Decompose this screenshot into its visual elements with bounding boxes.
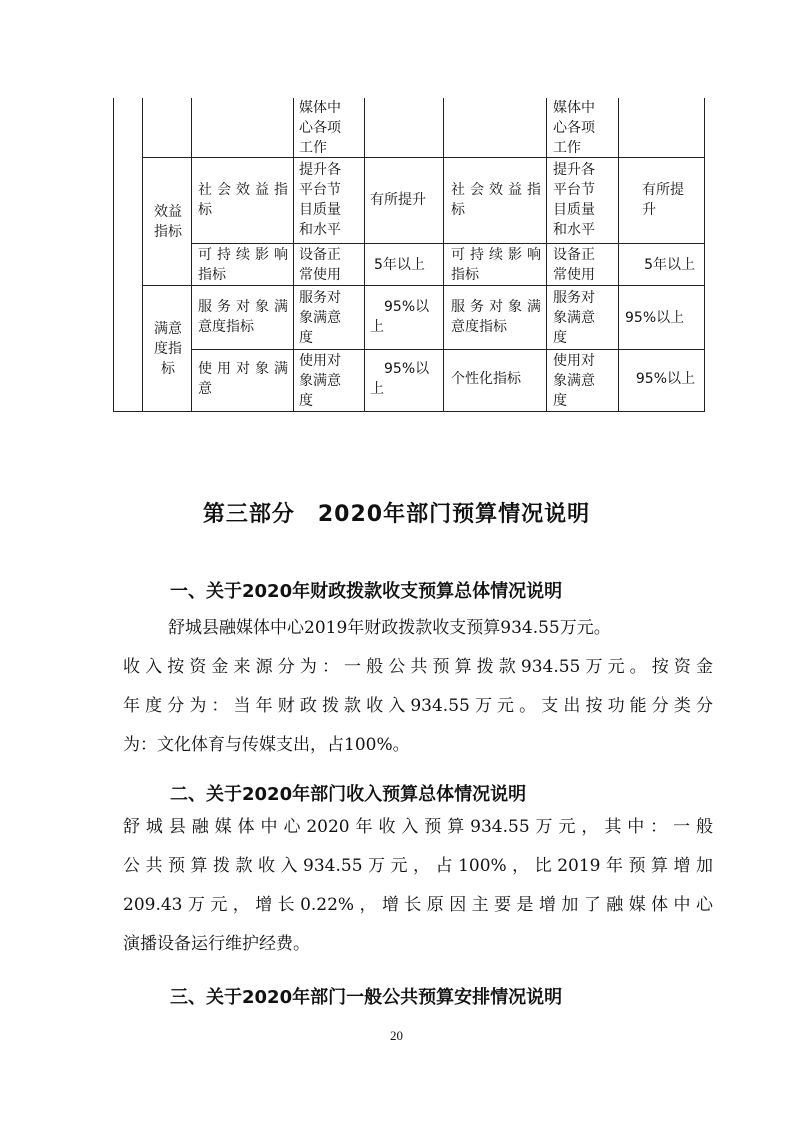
table-cell — [633, 255, 703, 275]
cell-line: 个性化指标 — [451, 371, 521, 387]
cell-line: 目质量 — [299, 202, 341, 218]
cell-line: 有所提升 — [370, 192, 426, 208]
cell-line: 目质量 — [553, 202, 595, 218]
table-border-left — [113, 98, 114, 412]
cell-line: 5年以上 — [374, 257, 425, 273]
table-cell — [198, 359, 288, 399]
table-cell — [370, 297, 442, 337]
para-line: 收入按资金来源分为：一般公共预算拨款934.55万元。按资金 — [123, 657, 713, 677]
cell-line: 意度指标 — [451, 319, 507, 335]
cell-line: 度 — [553, 393, 567, 409]
cell-line: 可持续影响 — [198, 247, 288, 263]
cell-line: 社会效益指 — [451, 182, 541, 198]
table-row-line — [142, 157, 705, 158]
table-cell — [451, 180, 541, 220]
table-cell — [625, 308, 701, 328]
cell-line: 度 — [553, 330, 567, 346]
cell-line: 度指 — [154, 341, 182, 357]
cell-line: 提升各 — [553, 162, 595, 178]
para-line: 演播设备运行维护经费。 — [123, 934, 310, 954]
cell-line: 服务对 — [553, 290, 595, 306]
table-cell — [299, 98, 361, 158]
cell-line: 度 — [299, 393, 313, 409]
table-border-right — [704, 98, 705, 412]
cell-line: 设备正 — [299, 247, 341, 263]
cell-line: 指标 — [154, 224, 182, 240]
cell-line: 象满意 — [553, 310, 595, 326]
cell-line: 常使用 — [299, 267, 341, 283]
cell-line: 使用对象满 — [198, 361, 288, 377]
table-cell — [553, 351, 615, 411]
cell-line: 上 — [370, 319, 384, 335]
section-heading: 二、关于2020年部门收入预算总体情况说明 — [170, 784, 527, 805]
table-cell — [451, 369, 541, 389]
cell-line: 和水平 — [553, 222, 595, 238]
table-cell — [374, 255, 442, 275]
table-row-line — [142, 285, 705, 286]
cell-line: 指标 — [198, 267, 226, 283]
cell-line: 常使用 — [553, 267, 595, 283]
section-heading: 一、关于2020年财政拨款收支预算总体情况说明 — [170, 581, 563, 602]
section-heading: 三、关于2020年部门一般公共预算安排情况说明 — [170, 987, 563, 1008]
table-cell — [299, 245, 361, 285]
cell-line: 标 — [451, 202, 465, 218]
cell-line: 意度指标 — [198, 319, 254, 335]
section-paragraph — [123, 808, 713, 964]
cell-line: 象满意 — [299, 310, 341, 326]
cell-line: 工作 — [299, 140, 327, 156]
cell-line: 心各项 — [553, 120, 595, 136]
cell-line: 服务对象满 — [198, 299, 288, 315]
table-cell — [299, 351, 361, 411]
table-cell — [553, 245, 615, 285]
table-cell — [370, 190, 442, 210]
cell-line: 5年以上 — [644, 257, 695, 273]
table-cell — [451, 297, 541, 337]
cell-line: 95%以 — [384, 299, 430, 315]
para-line: 舒城县融媒体中心2020年收入预算934.55万元，其中：一般 — [123, 817, 713, 837]
cell-line: 意 — [198, 381, 212, 397]
table-col-line — [546, 98, 547, 412]
table-cell — [553, 288, 615, 348]
category-satisfaction — [146, 319, 190, 379]
table-col-line — [618, 98, 619, 412]
cell-line: 使用对 — [299, 353, 341, 369]
para-line: 公共预算拨款收入934.55万元，占100%，比2019年预算增加 — [123, 856, 713, 876]
table-cell — [198, 245, 288, 285]
cell-line: 可持续影响 — [451, 247, 541, 263]
cell-line: 有所提 — [642, 182, 684, 198]
cell-line: 平台节 — [299, 182, 341, 198]
cell-line: 服务对象满 — [451, 299, 541, 315]
cell-line: 心各项 — [299, 120, 341, 136]
section-paragraph — [123, 609, 713, 765]
para-line: 209.43万元，增长0.22%，增长原因主要是增加了融媒体中心 — [123, 895, 713, 915]
table-cell — [198, 297, 288, 337]
part-title: 第三部分 2020年部门预算情况说明 — [202, 502, 591, 527]
cell-line: 服务对 — [299, 290, 341, 306]
table-cell — [299, 160, 361, 240]
cell-line: 标 — [198, 202, 212, 218]
cell-line: 提升各 — [299, 162, 341, 178]
cell-line: 媒体中 — [299, 100, 341, 116]
cell-line: 平台节 — [553, 182, 595, 198]
table-cell — [633, 369, 703, 389]
table-cell — [553, 160, 615, 240]
performance-table — [113, 98, 705, 412]
cell-line: 效益 — [154, 204, 182, 220]
cell-line: 社会效益指 — [198, 182, 288, 198]
table-border-bottom — [113, 411, 705, 412]
cell-line: 满意 — [154, 321, 182, 337]
cell-line: 媒体中 — [553, 100, 595, 116]
table-col-line — [142, 98, 143, 412]
cell-line: 设备正 — [553, 247, 595, 263]
table-cell — [628, 180, 698, 220]
cell-line: 象满意 — [299, 373, 341, 389]
cell-line: 95%以 — [384, 361, 430, 377]
table-cell — [299, 288, 361, 348]
page-number: 20 — [390, 1028, 403, 1043]
table-cell — [198, 180, 288, 220]
cell-line: 工作 — [553, 140, 581, 156]
cell-line: 象满意 — [553, 373, 595, 389]
table-col-line — [443, 98, 444, 412]
cell-line: 指标 — [451, 267, 479, 283]
table-cell — [451, 245, 541, 285]
cell-line: 和水平 — [299, 222, 341, 238]
table-col-line — [364, 98, 365, 412]
para-line: 年度分为：当年财政拨款收入934.55万元。支出按功能分类分 — [123, 696, 713, 716]
category-benefit — [146, 202, 190, 242]
para-line: 为：文化体育与传媒支出，占100%。 — [123, 735, 410, 755]
para-line: 舒城县融媒体中心2019年财政拨款收支预算934.55万元。 — [168, 618, 611, 638]
cell-line: 升 — [642, 202, 656, 218]
table-cell — [553, 98, 615, 158]
table-col-line — [191, 98, 192, 412]
cell-line: 95%以上 — [625, 310, 685, 326]
table-row-line — [191, 349, 705, 350]
cell-line: 标 — [161, 361, 175, 377]
table-cell — [370, 359, 442, 399]
table-row-line — [191, 243, 705, 244]
cell-line: 使用对 — [553, 353, 595, 369]
cell-line: 上 — [370, 381, 384, 397]
cell-line: 95%以上 — [635, 371, 695, 387]
table-col-line — [293, 98, 294, 412]
cell-line: 度 — [299, 330, 313, 346]
